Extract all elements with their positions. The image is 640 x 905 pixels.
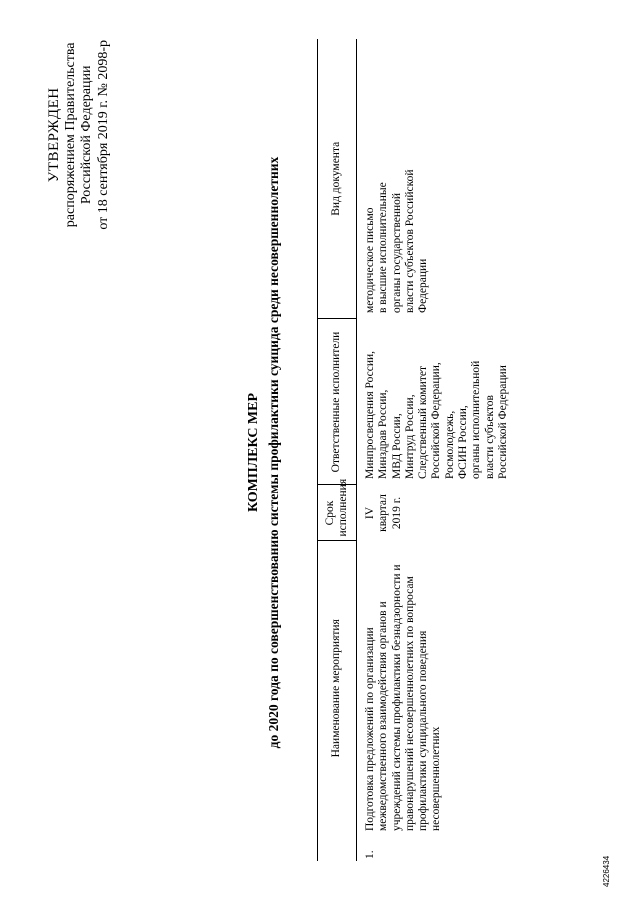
approval-heading: УТВЕРЖДЕН	[46, 87, 62, 183]
table-header-row	[318, 39, 357, 861]
document-subtitle: до 2020 года по совершенствованию системы профилактики суицида среди несовершеннолетних	[266, 156, 281, 749]
row-doc-type: методическое письмо в высшие исполнительные органы государственной власти субъектов Российской Федерации	[364, 169, 430, 313]
header-doc-type: Вид документа	[318, 39, 357, 319]
approval-block	[46, 40, 112, 230]
header-number	[318, 835, 357, 861]
row-deadline: IV квартал 2019 г.	[364, 494, 403, 532]
approval-line: Российской Федерации	[79, 65, 94, 205]
row-name: Подготовка предложений по организации межведомственного взаимодействия органов и учреждений системы профилактики безнадзорности и правонарушений несовершеннолетних по вопросам профилактики суицидального поведения несовершеннолетних	[364, 564, 443, 831]
document-title: КОМПЛЕКС МЕР	[246, 392, 261, 513]
row-executors: Минпросвещения России, Минздрав России, МВД России, Минтруд России, Следственный комитет Российской Федерации, Росмолодежь, ФСИН России, органы исполнительной власти субъектов Российской Федерации	[364, 350, 509, 479]
header-deadline: Срок исполнения	[318, 485, 357, 541]
measures-table	[317, 39, 510, 861]
approval-line: распоряжением Правительства	[62, 42, 78, 228]
page-code: 4226434	[602, 855, 611, 887]
table-row	[357, 39, 511, 861]
header-name: Наименование мероприятия	[318, 541, 357, 835]
header-executors: Ответственные исполнители	[318, 319, 357, 485]
row-number: 1.	[364, 850, 376, 859]
approval-date-number: от 18 сентября 2019 г. № 2098-р	[95, 40, 111, 230]
